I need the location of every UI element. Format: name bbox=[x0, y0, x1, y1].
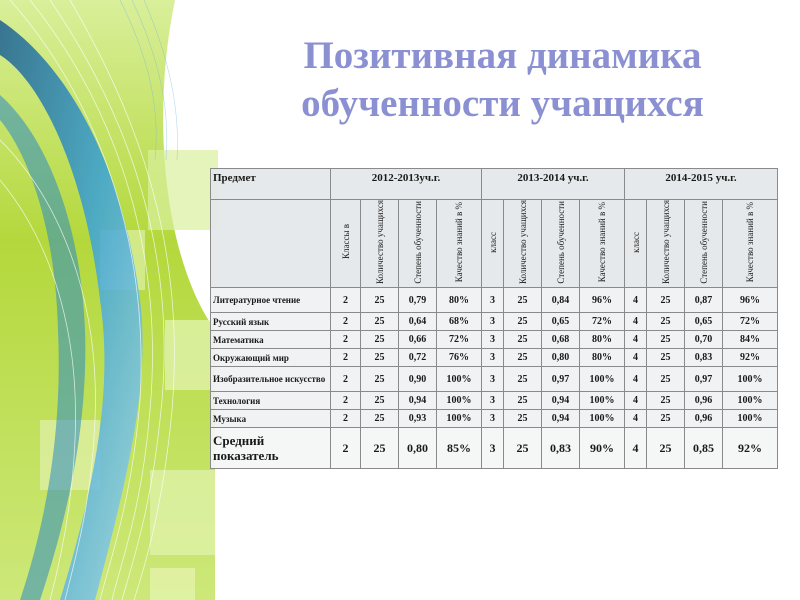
table-cell: 25 bbox=[647, 313, 685, 331]
year-header-3: 2014-2015 уч.г. bbox=[625, 169, 778, 200]
subheader-cell: Качество знаний в % bbox=[580, 200, 625, 288]
table-cell: 25 bbox=[504, 288, 542, 313]
table-cell: 4 bbox=[625, 313, 647, 331]
table-cell: 25 bbox=[647, 392, 685, 410]
table-cell: 90% bbox=[580, 428, 625, 469]
table-cell: 0,90 bbox=[399, 367, 437, 392]
table-cell: 25 bbox=[647, 288, 685, 313]
table-cell: 0,65 bbox=[685, 313, 723, 331]
subheader-cell: Количество учащихся bbox=[504, 200, 542, 288]
table-cell: 0,68 bbox=[542, 331, 580, 349]
table-cell: 0,65 bbox=[542, 313, 580, 331]
table-cell: 25 bbox=[361, 349, 399, 367]
subject-name: Литературное чтение bbox=[211, 288, 331, 313]
table-cell: 0,97 bbox=[542, 367, 580, 392]
subject-header: Предмет bbox=[211, 169, 331, 200]
table-row bbox=[211, 392, 778, 410]
table-cell: 25 bbox=[361, 331, 399, 349]
table-cell: 80% bbox=[437, 288, 482, 313]
table-cell: 3 bbox=[482, 313, 504, 331]
subject-name: Технология bbox=[211, 392, 331, 410]
subject-name: Окружающий мир bbox=[211, 349, 331, 367]
table-cell: 0,70 bbox=[685, 331, 723, 349]
slide-title-line-1: Позитивная динамика bbox=[303, 34, 702, 77]
table-cell: 72% bbox=[437, 331, 482, 349]
table-row bbox=[211, 410, 778, 428]
subject-name: Математика bbox=[211, 331, 331, 349]
subheader-cell: Степень обученности bbox=[542, 200, 580, 288]
table-body bbox=[211, 288, 778, 469]
table-cell: 0,79 bbox=[399, 288, 437, 313]
table-cell: 25 bbox=[504, 331, 542, 349]
table-row bbox=[211, 367, 778, 392]
slide-title-line-2: обученности учащихся bbox=[301, 82, 704, 125]
table-cell: 25 bbox=[647, 428, 685, 469]
table-cell: 25 bbox=[647, 410, 685, 428]
table-cell: 0,80 bbox=[542, 349, 580, 367]
table-cell: 96% bbox=[723, 288, 778, 313]
table-cell: 2 bbox=[331, 288, 361, 313]
table-cell: 0,96 bbox=[685, 392, 723, 410]
table-cell: 3 bbox=[482, 288, 504, 313]
table-cell: 0,84 bbox=[542, 288, 580, 313]
table-cell: 25 bbox=[504, 392, 542, 410]
subject-name: Музыка bbox=[211, 410, 331, 428]
table-cell: 0,93 bbox=[399, 410, 437, 428]
table-cell: 76% bbox=[437, 349, 482, 367]
table-cell: 0,72 bbox=[399, 349, 437, 367]
table-row bbox=[211, 349, 778, 367]
year-header-2: 2013-2014 уч.г. bbox=[482, 169, 625, 200]
table-cell: 2 bbox=[331, 313, 361, 331]
table-cell: 4 bbox=[625, 288, 647, 313]
subheader-cell: класс bbox=[625, 200, 647, 288]
table-cell: 25 bbox=[647, 331, 685, 349]
table-cell: 100% bbox=[437, 367, 482, 392]
table-cell: 100% bbox=[580, 410, 625, 428]
table-cell: 25 bbox=[361, 428, 399, 469]
table-cell: 3 bbox=[482, 410, 504, 428]
table-cell: 92% bbox=[723, 428, 778, 469]
results-table-container bbox=[210, 168, 777, 469]
table-cell: 80% bbox=[580, 349, 625, 367]
table-cell: 100% bbox=[580, 392, 625, 410]
table-cell: 85% bbox=[437, 428, 482, 469]
table-row bbox=[211, 313, 778, 331]
table-cell: 3 bbox=[482, 428, 504, 469]
slide-title bbox=[230, 32, 775, 128]
table-cell: 3 bbox=[482, 349, 504, 367]
table-cell: 25 bbox=[361, 410, 399, 428]
table-cell: 4 bbox=[625, 349, 647, 367]
table-cell: 25 bbox=[361, 367, 399, 392]
table-cell: 25 bbox=[361, 313, 399, 331]
table-cell: 4 bbox=[625, 428, 647, 469]
table-cell: 25 bbox=[647, 367, 685, 392]
table-cell: 2 bbox=[331, 349, 361, 367]
table-row bbox=[211, 428, 778, 469]
results-table bbox=[210, 168, 778, 469]
table-cell: 100% bbox=[723, 410, 778, 428]
table-header-row bbox=[211, 169, 778, 200]
table-cell: 100% bbox=[437, 410, 482, 428]
table-row bbox=[211, 288, 778, 313]
table-cell: 25 bbox=[361, 392, 399, 410]
table-cell: 4 bbox=[625, 410, 647, 428]
subheader-empty bbox=[211, 200, 331, 288]
table-cell: 2 bbox=[331, 410, 361, 428]
table-row bbox=[211, 331, 778, 349]
subheader-cell: Степень обученности bbox=[685, 200, 723, 288]
table-cell: 0,94 bbox=[542, 410, 580, 428]
table-cell: 0,96 bbox=[685, 410, 723, 428]
table-cell: 2 bbox=[331, 367, 361, 392]
table-cell: 0,85 bbox=[685, 428, 723, 469]
year-header-1: 2012-2013уч.г. bbox=[331, 169, 482, 200]
subheader-cell: Качество знаний в % bbox=[723, 200, 778, 288]
subject-name: Средний показатель bbox=[211, 428, 331, 469]
table-cell: 4 bbox=[625, 367, 647, 392]
table-cell: 25 bbox=[504, 367, 542, 392]
table-cell: 0,87 bbox=[685, 288, 723, 313]
table-cell: 2 bbox=[331, 392, 361, 410]
table-cell: 0,80 bbox=[399, 428, 437, 469]
table-cell: 0,83 bbox=[542, 428, 580, 469]
table-cell: 3 bbox=[482, 392, 504, 410]
subheader-cell: Степень обученности bbox=[399, 200, 437, 288]
table-cell: 0,83 bbox=[685, 349, 723, 367]
table-cell: 72% bbox=[580, 313, 625, 331]
table-cell: 80% bbox=[580, 331, 625, 349]
table-cell: 100% bbox=[580, 367, 625, 392]
subheader-cell: класс bbox=[482, 200, 504, 288]
table-cell: 72% bbox=[723, 313, 778, 331]
table-cell: 0,97 bbox=[685, 367, 723, 392]
table-cell: 0,66 bbox=[399, 331, 437, 349]
table-cell: 25 bbox=[647, 349, 685, 367]
table-cell: 100% bbox=[723, 392, 778, 410]
subject-name: Изобразительное искусство bbox=[211, 367, 331, 392]
table-cell: 84% bbox=[723, 331, 778, 349]
table-cell: 100% bbox=[723, 367, 778, 392]
table-cell: 2 bbox=[331, 331, 361, 349]
subheader-cell: Количество учащихся bbox=[647, 200, 685, 288]
table-cell: 92% bbox=[723, 349, 778, 367]
subheader-cell: Количество учащихся bbox=[361, 200, 399, 288]
table-cell: 25 bbox=[361, 288, 399, 313]
table-cell: 2 bbox=[331, 428, 361, 469]
table-cell: 4 bbox=[625, 392, 647, 410]
table-cell: 4 bbox=[625, 331, 647, 349]
subject-name: Русский язык bbox=[211, 313, 331, 331]
table-cell: 0,94 bbox=[399, 392, 437, 410]
subheader-cell: Качество знаний в % bbox=[437, 200, 482, 288]
table-cell: 3 bbox=[482, 367, 504, 392]
table-cell: 0,94 bbox=[542, 392, 580, 410]
table-cell: 96% bbox=[580, 288, 625, 313]
table-cell: 3 bbox=[482, 331, 504, 349]
table-cell: 68% bbox=[437, 313, 482, 331]
table-cell: 25 bbox=[504, 313, 542, 331]
subheader-cell: Классы в bbox=[331, 200, 361, 288]
table-cell: 25 bbox=[504, 410, 542, 428]
table-cell: 100% bbox=[437, 392, 482, 410]
table-cell: 25 bbox=[504, 428, 542, 469]
table-cell: 25 bbox=[504, 349, 542, 367]
table-cell: 0,64 bbox=[399, 313, 437, 331]
table-subheader-row bbox=[211, 200, 778, 288]
